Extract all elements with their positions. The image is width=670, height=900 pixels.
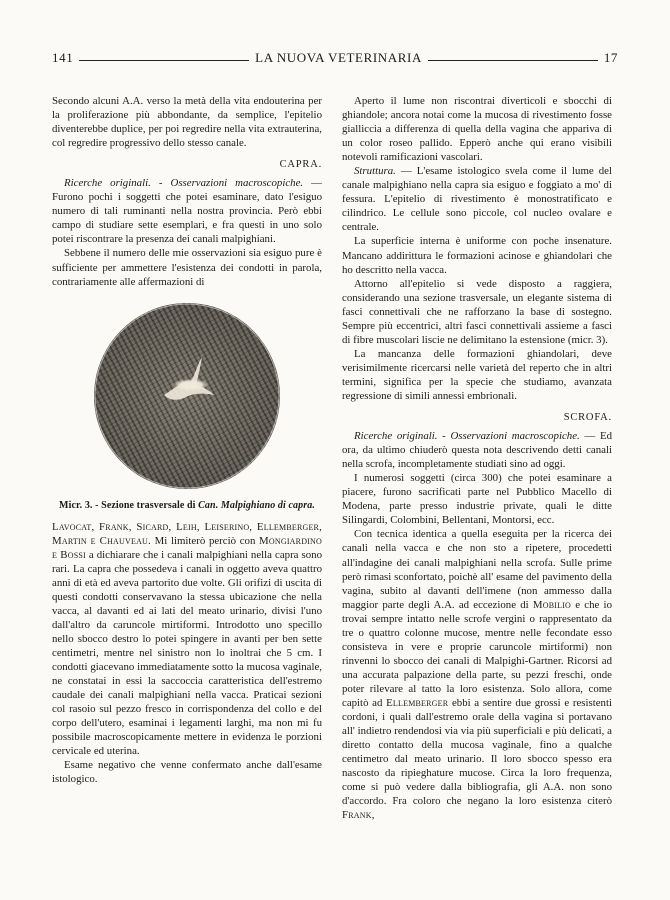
micrograph-image xyxy=(94,303,280,489)
paragraph: Struttura. — L'esame istologico svela come il lume del canale malpighiano nella capra sia esiguo e foggiato a mo' di fessura. L'epitelio di rivestimento è monostratificato e cilindrico. Le cellule sono piccole, col nucleo ovalare e centrale. xyxy=(342,165,612,234)
figure-caption: Micr. 3. - Sezione trasversale di Can. Malpighiano di capra. xyxy=(59,499,315,511)
running-header xyxy=(52,50,618,66)
header-rule-left xyxy=(79,60,249,61)
paragraph: La mancanza delle formazioni ghiandolari, deve verisimilmente ricercarsi nelle varietà del reperto che in altri termini, significa per la specie che studiamo, avanzata regressione di simili annessi embrionali. xyxy=(342,347,612,402)
paragraph: Ricerche originali. - Osservazioni macroscopiche. — Ed ora, da ultimo chiuderò questa nota descrivendo detti canali nella scrofa, incompletamente studiati sino ad oggi. xyxy=(342,430,612,471)
section-heading-scrofa: SCROFA. xyxy=(563,412,612,424)
paragraph: Esame negativo che venne confermato anche dall'esame istologico. xyxy=(52,759,322,786)
right-column xyxy=(342,94,612,822)
subheading-italic: Ricerche originali. - Osservazioni macroscopiche. xyxy=(354,430,580,443)
paragraph: Con tecnica identica a quella eseguita per la ricerca dei canali nella vacca e che non sto a ripetere, procedetti all'indagine dei canali malpighiani nella scrofa. Sulle prime però rimasi sconfortato, poichè all' esame del pavimento della vagina, subito al davanti dell'imene (non ammesso dalla maggior parte degli A.A. ad eccezione di Mobilio e che io trovai sempre intatto nelle scrofe vergini o rappresentato da tre o quattro colonne mucose, mentre nelle fecondate esso consisteva in vere e proprie caruncole mirtiformi) non rinvenni lo sbocco dei canali di Malpighi-Gartner. Ricorsi ad una accurata palpazione della parte, su pezzi freschi, onde poter rilevare al tatto la loro esistenza. Solo allora, come capitò ad Ellemberger ebbi a sentire due grossi e resistenti cordoni, i quali dall'estremo orale della vagina si portavano all' indietro rendendosi via via più superficiali e più delicati, a diretto contatto della mucosa vaginale, fino a qualche centimetro dal meato urinario. Il loro sbocco spesso era nascosto da ripieghature mucose. Circa la loro frequenza, come si può vedere dalla bibliografia, gli A.A. non sono d'accordo. Fra coloro che negano la loro esistenza citerò Frank, xyxy=(342,528,612,822)
paragraph: La superficie interna è uniforme con poche insenature. Mancano addirittura le formazioni acinose e ghiandolari che ho descritto nella vacca. xyxy=(342,235,612,276)
figure-micrograph xyxy=(52,303,322,512)
page-number-right: 17 xyxy=(603,50,619,65)
paragraph: I numerosi soggetti (circa 300) che potei esaminare a piacere, furono sacrificati parte nel Pubblico Macello di Modena, parte presso industrie private, quali le ditte Silingardi, Colombini, Bellentani, Montorsi, ecc. xyxy=(342,472,612,527)
paragraph: Ricerche originali. - Osservazioni macroscopiche. — Furono pochi i soggetti che potei esaminare, dato l'esiguo numero di tali ruminanti nella nostra provincia. Però ebbi campo di studiare sette esemplari, e fra questi in uno solo potei riscontrare la presenza dei canali malpighiani. xyxy=(52,177,322,246)
paragraph: Lavocat, Frank, Sicard, Leih, Leiserino, Ellemberger, Martin e Chauveau. Mi limiterò perciò con Mongiardino e Bossi a dichiarare che i canali malpighiani nella capra sono rari. La capra che possedeva i canali in oggetto aveva quattro anni di età ed aveva partorito due volte. Gli orifizi di uscita di questi condotti conservavano la stessa ubicazione che nella vacca, al davanti ed ai lati del meato urinario, divisi l'uno dall'altro da caruncole mirtiformi. Introdotto uno specillo nello sbocco destro lo potei spingere in avanti per ben sette centimetri, mentre nel sinistro non lo inoltrai che 5 cm. I condotti giacevano immediatamente sotto la mucosa vaginale, ne constatai in essi la saccoccia caratteristica dell'estremo caudale dei canali malpighiani nella vacca. Praticai sezioni col rasoio sul pezzo fresco in corrispondenza del collo e del corpo dell'utero, esaminai i legamenti larghi, ma non mi fu possibile macroscopicamente mettere in evidenza le porzioni cervicale ed uterina. xyxy=(52,520,322,758)
page-number-left: 141 xyxy=(52,50,74,65)
micrograph-lumen xyxy=(94,303,280,489)
subheading-italic: Ricerche originali. - Osservazioni macroscopiche. xyxy=(64,177,304,190)
section-heading-capra: CAPRA. xyxy=(279,159,322,171)
paragraph: Sebbene il numero delle mie osservazioni sia esiguo pure è sufficiente per ammettere l'esistenza dei condotti in parola, contrariamente alle affermazioni di xyxy=(52,247,322,288)
journal-title: LA NUOVA VETERINARIA xyxy=(255,50,422,65)
subheading-italic: Struttura. xyxy=(354,165,396,178)
left-column xyxy=(52,94,322,787)
paragraph: Attorno all'epitelio si vede disposto a raggiera, considerando una sezione trasversale, un elegante sistema di fasci connettivali che ne rafforzano la base di sostegno. Sempre più eccentrici, altri fasci connettivali assieme a fasci di fibre muscolari liscie ne delimitano la estensione (micr. 3). xyxy=(342,277,612,346)
paragraph: Secondo alcuni A.A. verso la metà della vita endouterina per la proliferazione più abbondante, da semplice, l'epitelio diventerebbe duplice, per poi regredire nella vita extrauterina, col regredire progressivo dello stesso canale. xyxy=(52,95,322,150)
header-rule-right xyxy=(428,60,598,61)
paragraph: Aperto il lume non riscontrai diverticoli e sbocchi di ghiandole; ancora notai come la mucosa di rivestimento fosse gialliccia a differenza di quella della vagina che appariva di un color roseo pallido. Epperò anche qui erano visibili notevoli ramificazioni vascolari. xyxy=(342,95,612,164)
